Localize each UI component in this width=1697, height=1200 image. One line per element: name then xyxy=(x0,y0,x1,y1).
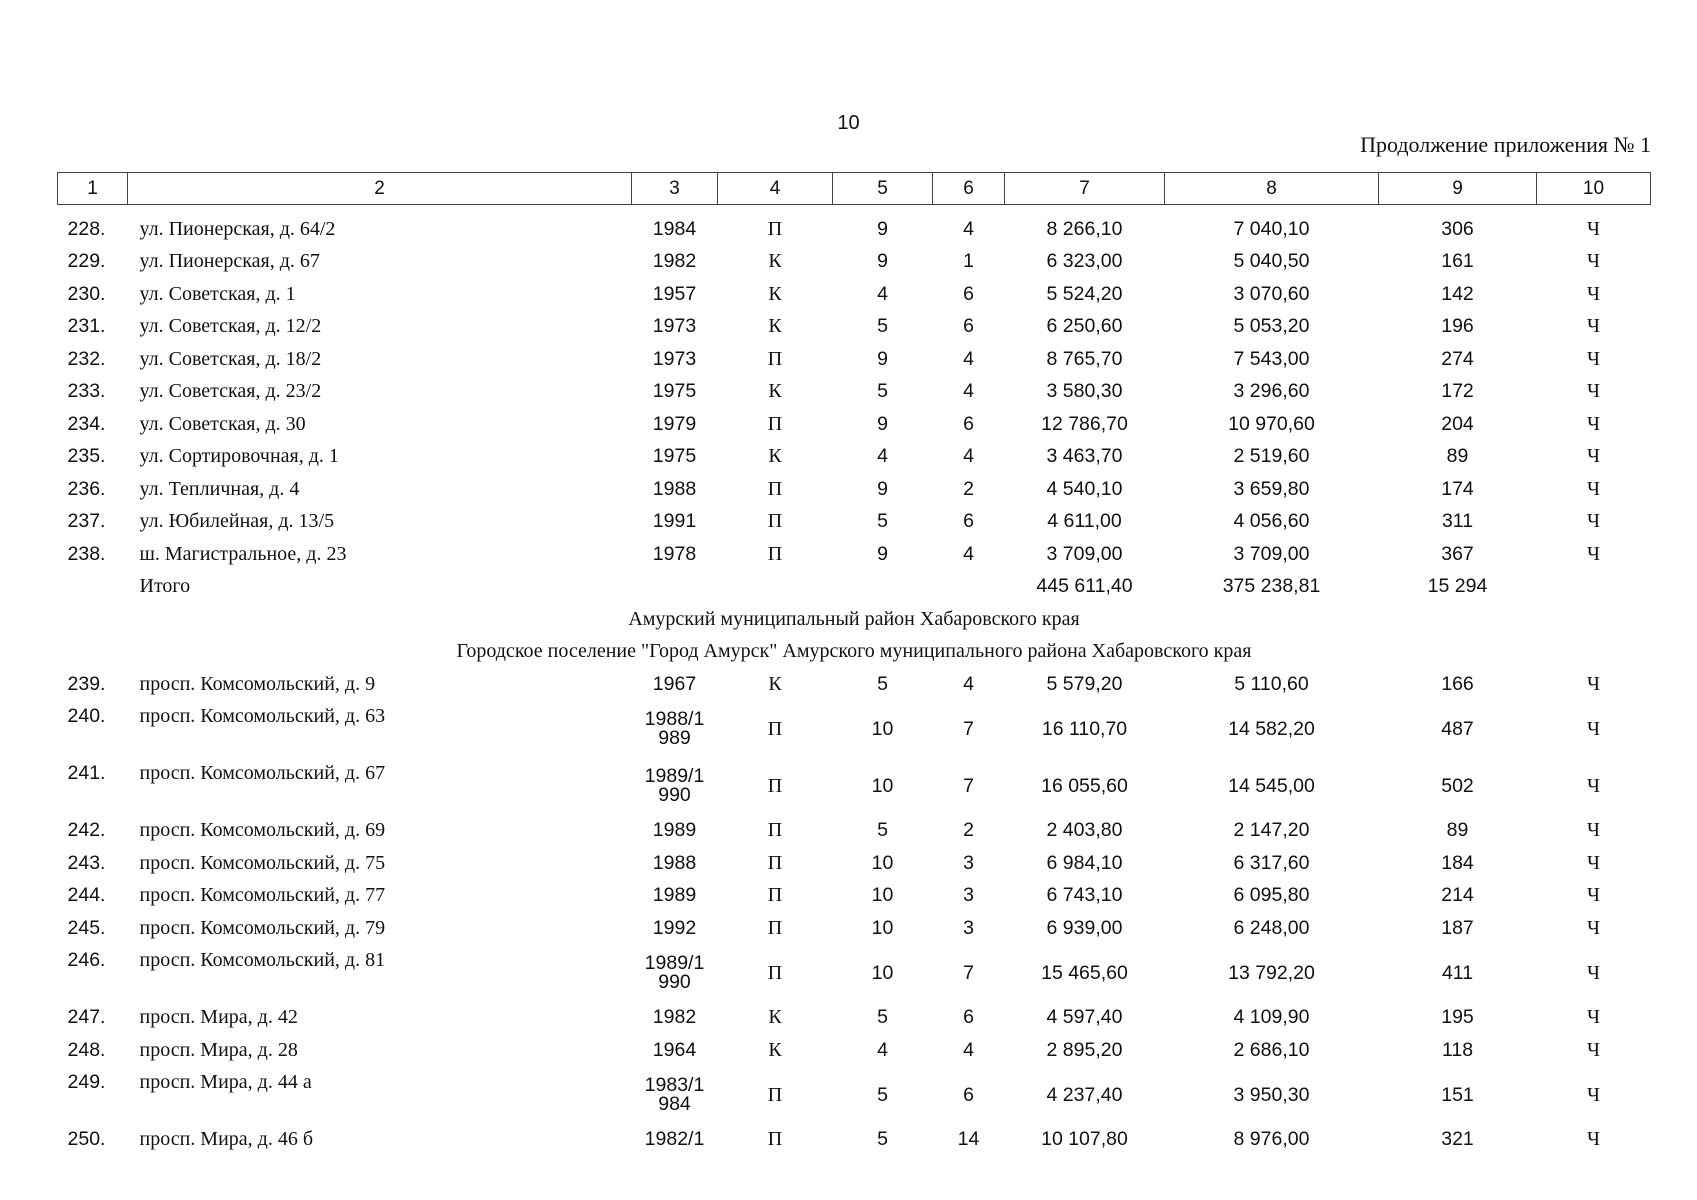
residents-cell: 367 xyxy=(1441,542,1474,565)
year-cell xyxy=(632,945,718,1002)
residential-area-cell: 10 970,60 xyxy=(1228,412,1315,435)
wall-material-cell: П xyxy=(767,819,783,842)
type-cell: Ч xyxy=(1587,282,1600,305)
column-header: 6 xyxy=(933,173,1005,205)
address-cell: просп. Комсомольский, д. 75 xyxy=(139,851,386,874)
wall-material-cell: П xyxy=(767,884,783,907)
floors-cell: 9 xyxy=(877,542,888,565)
row-number: 233. xyxy=(67,380,106,403)
table-row xyxy=(58,668,1651,701)
floors-cell: 5 xyxy=(877,380,888,403)
page-number: 10 xyxy=(837,112,860,134)
row-number: 247. xyxy=(67,1006,106,1029)
residential-area-cell: 5 110,60 xyxy=(1234,672,1309,695)
floors-cell: 5 xyxy=(877,1083,888,1106)
floors-cell: 4 xyxy=(877,282,888,305)
column-header: 7 xyxy=(1005,173,1165,205)
year-cell: 1973 xyxy=(652,347,697,370)
entrances-cell: 2 xyxy=(963,477,974,500)
empty-cell xyxy=(933,571,1005,604)
year-cell: 1975 xyxy=(652,380,697,403)
wall-material-cell: К xyxy=(768,1006,782,1029)
wall-material-cell: П xyxy=(767,477,783,500)
wall-material-cell: К xyxy=(768,445,782,468)
row-number: 242. xyxy=(67,819,106,842)
row-number: 236. xyxy=(67,477,106,500)
residents-cell: 306 xyxy=(1441,217,1474,240)
table-row xyxy=(58,278,1651,311)
entrances-cell: 6 xyxy=(963,1006,974,1029)
residential-area-cell: 2 686,10 xyxy=(1233,1038,1310,1061)
entrances-cell: 7 xyxy=(963,717,974,740)
entrances-cell: 4 xyxy=(963,380,974,403)
residential-area-cell: 4 056,60 xyxy=(1233,510,1310,533)
address-cell: ул. Советская, д. 18/2 xyxy=(139,347,322,370)
year-cell: 1973 xyxy=(652,315,697,338)
year-line: 1988/1 xyxy=(644,708,705,730)
table-row xyxy=(58,815,1651,848)
address-cell: ул. Советская, д. 1 xyxy=(139,282,296,305)
row-number: 240. xyxy=(67,704,106,727)
continuation-label: Продолжение приложения № 1 xyxy=(1360,132,1651,157)
type-cell: Ч xyxy=(1587,1038,1600,1061)
type-cell: Ч xyxy=(1587,961,1600,984)
floors-cell: 5 xyxy=(877,819,888,842)
entrances-cell: 2 xyxy=(963,819,974,842)
total-area-cell: 6 323,00 xyxy=(1046,250,1123,273)
total-area-cell: 6 984,10 xyxy=(1046,851,1123,874)
row-number: 234. xyxy=(67,412,106,435)
wall-material-cell: П xyxy=(767,916,783,939)
entrances-cell: 4 xyxy=(963,217,974,240)
residents-cell: 172 xyxy=(1441,380,1474,403)
table-row xyxy=(58,538,1651,571)
address-cell: ул. Советская, д. 30 xyxy=(139,412,306,435)
residential-area-cell: 8 976,00 xyxy=(1233,1128,1310,1151)
residential-area-cell: 6 317,60 xyxy=(1233,851,1310,874)
table-row xyxy=(58,1002,1651,1035)
address-cell: ул. Тепличная, д. 4 xyxy=(139,477,300,500)
table-row xyxy=(58,506,1651,539)
residents-cell: 161 xyxy=(1441,250,1474,273)
type-cell: Ч xyxy=(1587,445,1600,468)
total-area-cell: 12 786,70 xyxy=(1041,412,1128,435)
wall-material-cell: К xyxy=(768,250,782,273)
empty-cell xyxy=(718,571,833,604)
type-cell: Ч xyxy=(1587,819,1600,842)
residential-area-cell: 7 543,00 xyxy=(1233,347,1310,370)
floors-cell: 9 xyxy=(877,412,888,435)
entrances-cell: 1 xyxy=(963,250,974,273)
row-number: 231. xyxy=(67,315,106,338)
entrances-cell: 4 xyxy=(963,542,974,565)
residents-cell: 411 xyxy=(1441,961,1474,984)
wall-material-cell: К xyxy=(768,282,782,305)
column-header: 5 xyxy=(833,173,933,205)
residential-area-cell: 3 709,00 xyxy=(1233,542,1310,565)
section-row xyxy=(58,603,1651,636)
total-area-cell: 8 765,70 xyxy=(1046,347,1123,370)
residents-cell: 89 xyxy=(1446,819,1469,842)
table-row xyxy=(58,246,1651,279)
column-header: 1 xyxy=(58,173,128,205)
floors-cell: 9 xyxy=(877,250,888,273)
empty-cell xyxy=(1537,571,1651,604)
table-row xyxy=(58,343,1651,376)
housing-table xyxy=(57,172,1651,1156)
entrances-cell: 6 xyxy=(963,510,974,533)
residents-cell: 502 xyxy=(1441,774,1474,797)
residents-sum: 15 294 xyxy=(1427,575,1488,598)
row-number: 243. xyxy=(67,851,106,874)
address-cell: просп. Комсомольский, д. 63 xyxy=(139,704,386,727)
address-cell: просп. Комсомольский, д. 69 xyxy=(139,819,386,842)
total-area-cell: 2 403,80 xyxy=(1046,819,1123,842)
year-cell: 1991 xyxy=(652,510,697,533)
residential-area-cell: 4 109,90 xyxy=(1233,1006,1310,1029)
total-area-cell: 3 463,70 xyxy=(1046,445,1123,468)
year-cell: 1988 xyxy=(652,851,697,874)
wall-material-cell: П xyxy=(767,1128,783,1151)
total-area-cell: 3 580,30 xyxy=(1046,380,1123,403)
wall-material-cell: П xyxy=(767,774,783,797)
wall-material-cell: П xyxy=(767,961,783,984)
year-line: 1989/1 xyxy=(644,952,705,974)
address-cell: ш. Магистральное, д. 23 xyxy=(139,542,347,565)
entrances-cell: 6 xyxy=(963,282,974,305)
table-row xyxy=(58,376,1651,409)
row-number: 241. xyxy=(67,761,106,784)
section-heading: Амурский муниципальный район Хабаровского края xyxy=(628,607,1080,630)
total-area-cell: 10 107,80 xyxy=(1041,1128,1128,1151)
floors-cell: 10 xyxy=(871,774,894,797)
address-cell: ул. Советская, д. 12/2 xyxy=(139,315,322,338)
table-row xyxy=(58,945,1651,1002)
entrances-cell: 3 xyxy=(963,851,974,874)
type-cell: Ч xyxy=(1587,884,1600,907)
residential-area-cell: 2 147,20 xyxy=(1233,819,1310,842)
address-cell: просп. Комсомольский, д. 79 xyxy=(139,916,386,939)
total-area-cell: 16 110,70 xyxy=(1041,717,1128,740)
type-cell: Ч xyxy=(1587,1128,1600,1151)
floors-cell: 10 xyxy=(871,884,894,907)
wall-material-cell: П xyxy=(767,510,783,533)
type-cell: Ч xyxy=(1587,315,1600,338)
year-cell: 1992 xyxy=(652,916,697,939)
wall-material-cell: П xyxy=(767,412,783,435)
wall-material-cell: П xyxy=(767,542,783,565)
floors-cell: 10 xyxy=(871,717,894,740)
entrances-cell: 3 xyxy=(963,884,974,907)
year-cell: 1978 xyxy=(652,542,697,565)
floors-cell: 5 xyxy=(877,1006,888,1029)
total-area-cell: 5 579,20 xyxy=(1046,672,1123,695)
address-cell: ул. Пионерская, д. 64/2 xyxy=(139,217,336,240)
floors-cell: 9 xyxy=(877,347,888,370)
residential-area-cell: 14 582,20 xyxy=(1228,717,1315,740)
floors-cell: 5 xyxy=(877,1128,888,1151)
wall-material-cell: К xyxy=(768,1038,782,1061)
table-row xyxy=(58,758,1651,815)
table-row xyxy=(58,912,1651,945)
year-line: 989 xyxy=(658,727,691,749)
entrances-cell: 4 xyxy=(963,672,974,695)
type-cell: Ч xyxy=(1587,1083,1600,1106)
residential-area-cell: 5 053,20 xyxy=(1233,315,1310,338)
column-header: 8 xyxy=(1165,173,1379,205)
total-area-cell: 4 237,40 xyxy=(1046,1083,1123,1106)
floors-cell: 4 xyxy=(877,1038,888,1061)
entrances-cell: 6 xyxy=(963,315,974,338)
type-cell: Ч xyxy=(1587,717,1600,740)
total-area-cell: 4 611,00 xyxy=(1047,510,1122,533)
year-cell xyxy=(632,701,718,758)
row-number: 245. xyxy=(67,916,106,939)
total-area-cell: 4 597,40 xyxy=(1046,1006,1123,1029)
table-row xyxy=(58,701,1651,758)
row-number: 249. xyxy=(67,1070,106,1093)
floors-cell: 9 xyxy=(877,477,888,500)
residents-cell: 321 xyxy=(1441,1128,1474,1151)
residents-cell: 174 xyxy=(1441,477,1474,500)
residential-area-cell: 3 950,30 xyxy=(1233,1083,1310,1106)
wall-material-cell: П xyxy=(767,217,783,240)
residents-cell: 166 xyxy=(1441,672,1474,695)
residents-cell: 142 xyxy=(1441,282,1474,305)
address-cell: просп. Мира, д. 28 xyxy=(139,1038,298,1061)
year-line: 1989/1 xyxy=(644,765,705,787)
residents-cell: 487 xyxy=(1441,717,1474,740)
type-cell: Ч xyxy=(1587,412,1600,435)
year-cell: 1989 xyxy=(652,819,697,842)
address-cell: ул. Сортировочная, д. 1 xyxy=(139,445,339,468)
year-cell: 1982 xyxy=(652,250,697,273)
total-area-cell: 15 465,60 xyxy=(1041,961,1128,984)
row-number: 237. xyxy=(67,510,106,533)
entrances-cell: 4 xyxy=(963,347,974,370)
type-cell: Ч xyxy=(1587,380,1600,403)
table-row xyxy=(58,441,1651,474)
table-row xyxy=(58,473,1651,506)
entrances-cell: 6 xyxy=(963,412,974,435)
table-row xyxy=(58,311,1651,344)
type-cell: Ч xyxy=(1587,851,1600,874)
residents-cell: 196 xyxy=(1441,315,1474,338)
year-cell: 1957 xyxy=(652,282,697,305)
entrances-cell: 3 xyxy=(963,916,974,939)
entrances-cell: 6 xyxy=(963,1083,974,1106)
residents-cell: 204 xyxy=(1441,412,1474,435)
year-cell: 1982 xyxy=(652,1006,697,1029)
residential-area-cell: 3 296,60 xyxy=(1233,380,1310,403)
residential-area-cell: 5 040,50 xyxy=(1233,250,1310,273)
residential-area-cell: 6 095,80 xyxy=(1233,884,1310,907)
wall-material-cell: П xyxy=(767,1083,783,1106)
total-area-cell: 4 540,10 xyxy=(1046,477,1123,500)
year-cell: 1967 xyxy=(652,672,697,695)
residents-cell: 187 xyxy=(1441,916,1474,939)
wall-material-cell: К xyxy=(768,315,782,338)
total-area-cell: 5 524,20 xyxy=(1046,282,1123,305)
total-area-cell: 6 939,00 xyxy=(1046,916,1123,939)
residents-cell: 195 xyxy=(1441,1006,1474,1029)
type-cell: Ч xyxy=(1587,774,1600,797)
residential-area-cell: 14 545,00 xyxy=(1228,774,1315,797)
row-number: 239. xyxy=(67,672,106,695)
residential-area-cell: 3 659,80 xyxy=(1233,477,1310,500)
row-number: 228. xyxy=(67,217,106,240)
floors-cell: 5 xyxy=(877,315,888,338)
column-header: 4 xyxy=(718,173,833,205)
wall-material-cell: К xyxy=(768,672,782,695)
residents-cell: 214 xyxy=(1441,884,1474,907)
floors-cell: 10 xyxy=(871,961,894,984)
address-cell: ул. Пионерская, д. 67 xyxy=(139,250,320,273)
year-cell: 1989 xyxy=(652,884,697,907)
floors-cell: 10 xyxy=(871,916,894,939)
table-row xyxy=(58,205,1651,246)
table-row xyxy=(58,880,1651,913)
row-number: 230. xyxy=(67,282,106,305)
year-line: 990 xyxy=(658,971,691,993)
residents-cell: 184 xyxy=(1441,851,1474,874)
floors-cell: 5 xyxy=(877,672,888,695)
year-cell xyxy=(632,758,718,815)
section-row xyxy=(58,636,1651,669)
address-cell: просп. Мира, д. 44 а xyxy=(139,1070,312,1093)
year-cell: 1964 xyxy=(652,1038,697,1061)
total-label: Итого xyxy=(139,575,191,598)
section-heading: Городское поселение "Город Амурск" Амурского муниципального района Хабаровского края xyxy=(456,640,1252,663)
floors-cell: 10 xyxy=(871,851,894,874)
address-cell: просп. Комсомольский, д. 77 xyxy=(139,884,386,907)
table-row xyxy=(58,1124,1651,1157)
wall-material-cell: К xyxy=(768,380,782,403)
type-cell: Ч xyxy=(1587,510,1600,533)
row-number: 235. xyxy=(67,445,106,468)
floors-cell: 4 xyxy=(877,445,888,468)
column-header: 3 xyxy=(632,173,718,205)
column-header: 2 xyxy=(128,173,632,205)
type-cell: Ч xyxy=(1587,250,1600,273)
total-area-cell: 8 266,10 xyxy=(1046,217,1123,240)
entrances-cell: 14 xyxy=(957,1128,980,1151)
residents-cell: 274 xyxy=(1441,347,1474,370)
row-number: 250. xyxy=(67,1128,106,1151)
total-row xyxy=(58,571,1651,604)
wall-material-cell: П xyxy=(767,851,783,874)
year-cell: 1975 xyxy=(652,445,697,468)
row-number: 238. xyxy=(67,542,106,565)
type-cell: Ч xyxy=(1587,542,1600,565)
table-body xyxy=(58,205,1651,1157)
year-cell: 1984 xyxy=(652,217,697,240)
residents-cell: 89 xyxy=(1446,445,1469,468)
address-cell: просп. Комсомольский, д. 81 xyxy=(139,948,386,971)
year-cell xyxy=(632,1067,718,1124)
year-line: 1983/1 xyxy=(644,1074,705,1096)
total-area-cell: 2 895,20 xyxy=(1046,1038,1123,1061)
address-cell: просп. Мира, д. 46 б xyxy=(139,1128,313,1151)
residents-cell: 311 xyxy=(1441,510,1474,533)
row-number xyxy=(58,571,128,604)
type-cell: Ч xyxy=(1587,347,1600,370)
year-line: 990 xyxy=(658,784,691,806)
entrances-cell: 4 xyxy=(963,1038,974,1061)
type-cell: Ч xyxy=(1587,672,1600,695)
wall-material-cell: П xyxy=(767,347,783,370)
floors-cell: 5 xyxy=(877,510,888,533)
table-row xyxy=(58,847,1651,880)
total-area-cell: 16 055,60 xyxy=(1041,774,1128,797)
header-row xyxy=(58,173,1651,205)
residential-area-cell: 7 040,10 xyxy=(1233,217,1310,240)
address-cell: ул. Советская, д. 23/2 xyxy=(139,380,322,403)
type-cell: Ч xyxy=(1587,916,1600,939)
residents-cell: 151 xyxy=(1441,1083,1474,1106)
year-line: 984 xyxy=(658,1093,691,1115)
row-number: 232. xyxy=(67,347,106,370)
table-row xyxy=(58,1034,1651,1067)
empty-cell xyxy=(632,571,718,604)
type-cell: Ч xyxy=(1587,477,1600,500)
year-cell: 1982/1 xyxy=(644,1128,705,1151)
entrances-cell: 7 xyxy=(963,961,974,984)
residential-area-cell: 3 070,60 xyxy=(1233,282,1310,305)
entrances-cell: 7 xyxy=(963,774,974,797)
wall-material-cell: П xyxy=(767,717,783,740)
table-row xyxy=(58,1067,1651,1124)
total-area-cell: 6 743,10 xyxy=(1046,884,1123,907)
floors-cell: 9 xyxy=(877,217,888,240)
residential-area-cell: 13 792,20 xyxy=(1228,961,1315,984)
address-cell: просп. Комсомольский, д. 67 xyxy=(139,761,386,784)
address-cell: ул. Юбилейная, д. 13/5 xyxy=(139,510,335,533)
table-row xyxy=(58,408,1651,441)
empty-cell xyxy=(833,571,933,604)
entrances-cell: 4 xyxy=(963,445,974,468)
total-area-cell: 6 250,60 xyxy=(1046,315,1123,338)
total-area-sum: 445 611,40 xyxy=(1036,575,1133,598)
type-cell: Ч xyxy=(1587,1006,1600,1029)
address-cell: просп. Комсомольский, д. 9 xyxy=(139,672,376,695)
row-number: 246. xyxy=(67,948,106,971)
total-area-cell: 3 709,00 xyxy=(1046,542,1123,565)
column-header: 9 xyxy=(1379,173,1537,205)
column-header: 10 xyxy=(1537,173,1651,205)
row-number: 229. xyxy=(67,250,106,273)
type-cell: Ч xyxy=(1587,217,1600,240)
year-cell: 1988 xyxy=(652,477,697,500)
residential-area-cell: 2 519,60 xyxy=(1233,445,1310,468)
row-number: 248. xyxy=(67,1038,106,1061)
address-cell: просп. Мира, д. 42 xyxy=(139,1006,298,1029)
residential-area-sum: 375 238,81 xyxy=(1222,575,1321,598)
residential-area-cell: 6 248,00 xyxy=(1233,916,1310,939)
year-cell: 1979 xyxy=(652,412,697,435)
row-number: 244. xyxy=(67,884,106,907)
residents-cell: 118 xyxy=(1441,1038,1474,1061)
